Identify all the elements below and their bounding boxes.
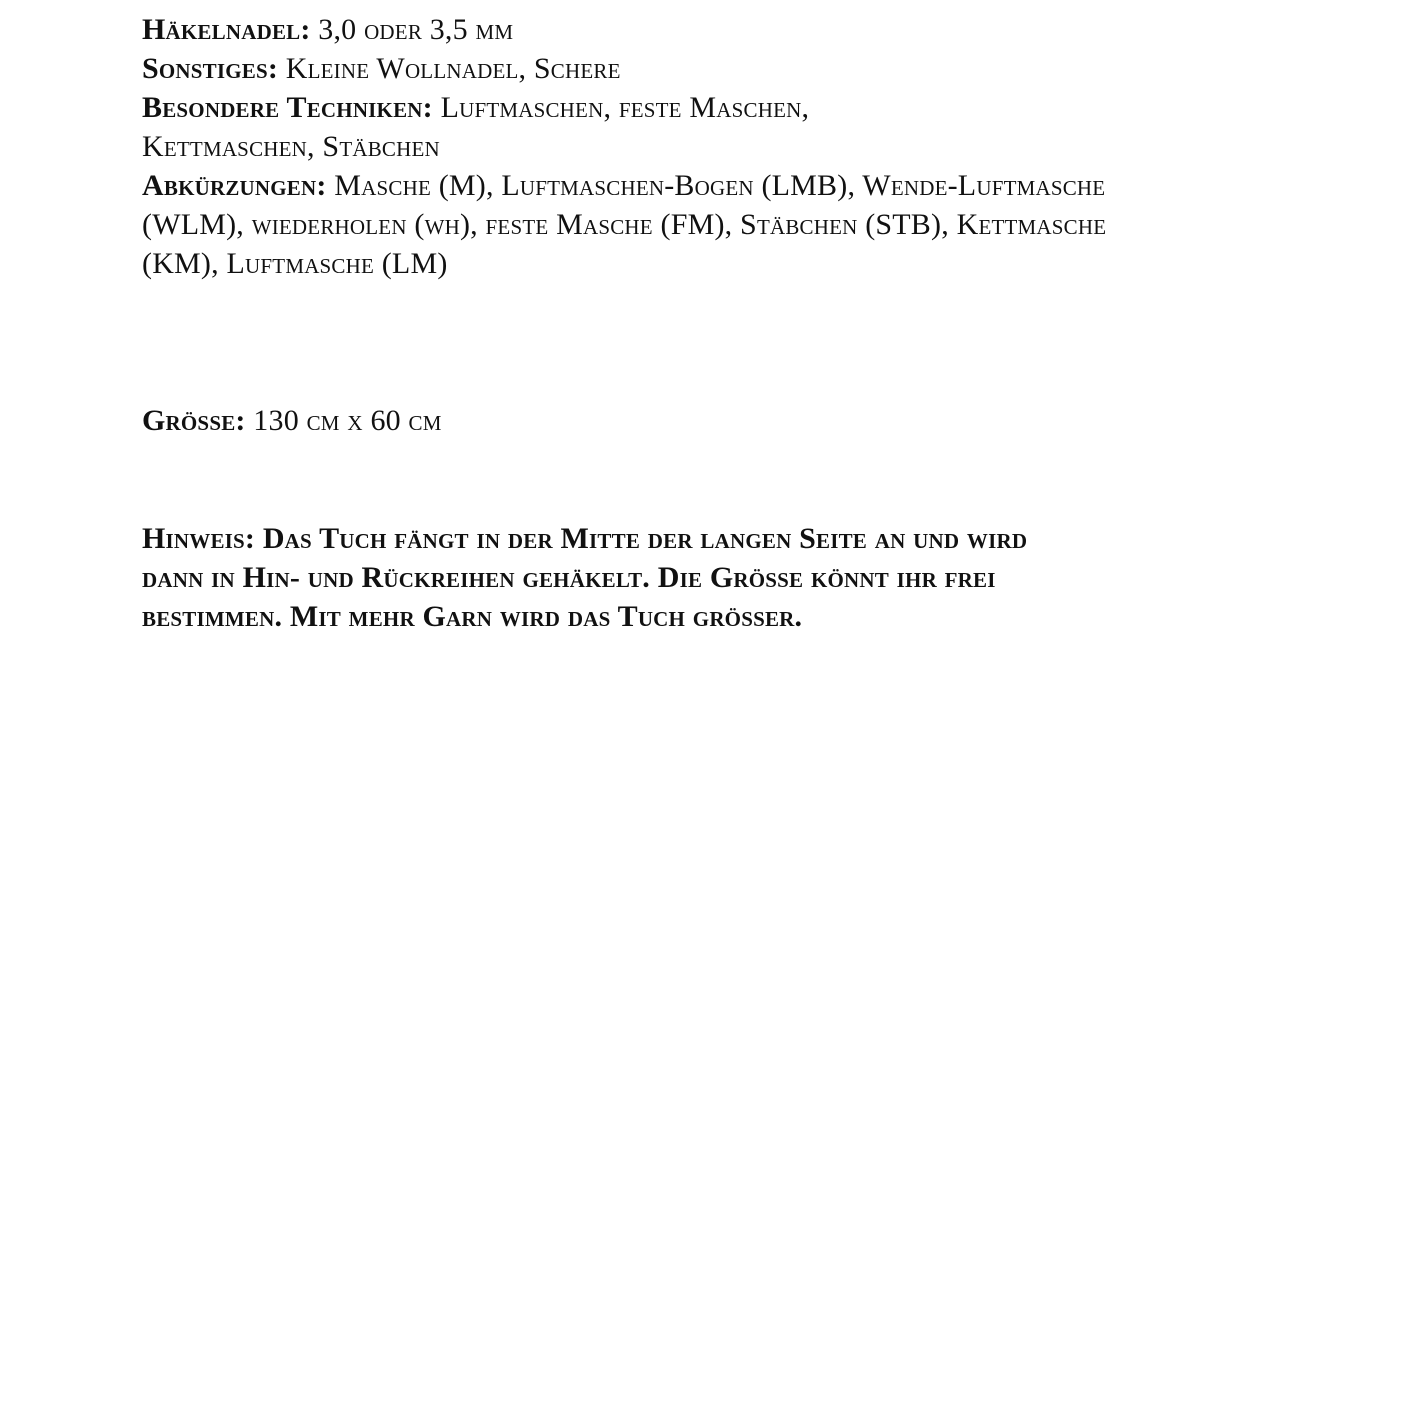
other-line	[142, 49, 1282, 88]
materials-list	[142, 10, 1282, 283]
hook-line	[142, 10, 1282, 49]
abbreviations-line	[142, 166, 1282, 205]
note-line-1: Hinweis: Das Tuch fängt in der Mitte der langen Seite an und wird	[142, 522, 1028, 555]
note-line-3: bestimmen. Mit mehr Garn wird das Tuch grösser.	[142, 600, 803, 633]
abbreviations-value-1: Masche (M), Luftmaschen-Bogen (LMB), Wende-Luftmasche	[334, 169, 1106, 202]
abbreviations-value-2: (WLM), wiederholen (wh), feste Masche (FM), Stäbchen (STB), Kettmasche	[142, 208, 1107, 241]
size-label: Grösse:	[142, 404, 246, 437]
techniques-value-2: Kettmaschen, Stäbchen	[142, 130, 440, 163]
abbreviations-label: Abkürzungen:	[142, 169, 327, 202]
note-paragraph	[142, 519, 1282, 636]
techniques-label: Besondere Techniken:	[142, 91, 433, 124]
size-value: 130 cm x 60 cm	[253, 404, 442, 437]
techniques-line	[142, 88, 1282, 127]
other-value: Kleine Wollnadel, Schere	[285, 52, 621, 85]
size-line	[142, 401, 1282, 440]
abbreviations-value-3: (KM), Luftmasche (LM)	[142, 247, 448, 280]
hook-value: 3,0 oder 3,5 mm	[318, 13, 514, 46]
hook-label: Häkelnadel:	[142, 13, 311, 46]
techniques-value-1: Luftmaschen, feste Maschen,	[440, 91, 810, 124]
note-line-2: dann in Hin- und Rückreihen gehäkelt. Die Grösse könnt ihr frei	[142, 561, 996, 594]
other-label: Sonstiges:	[142, 52, 279, 85]
